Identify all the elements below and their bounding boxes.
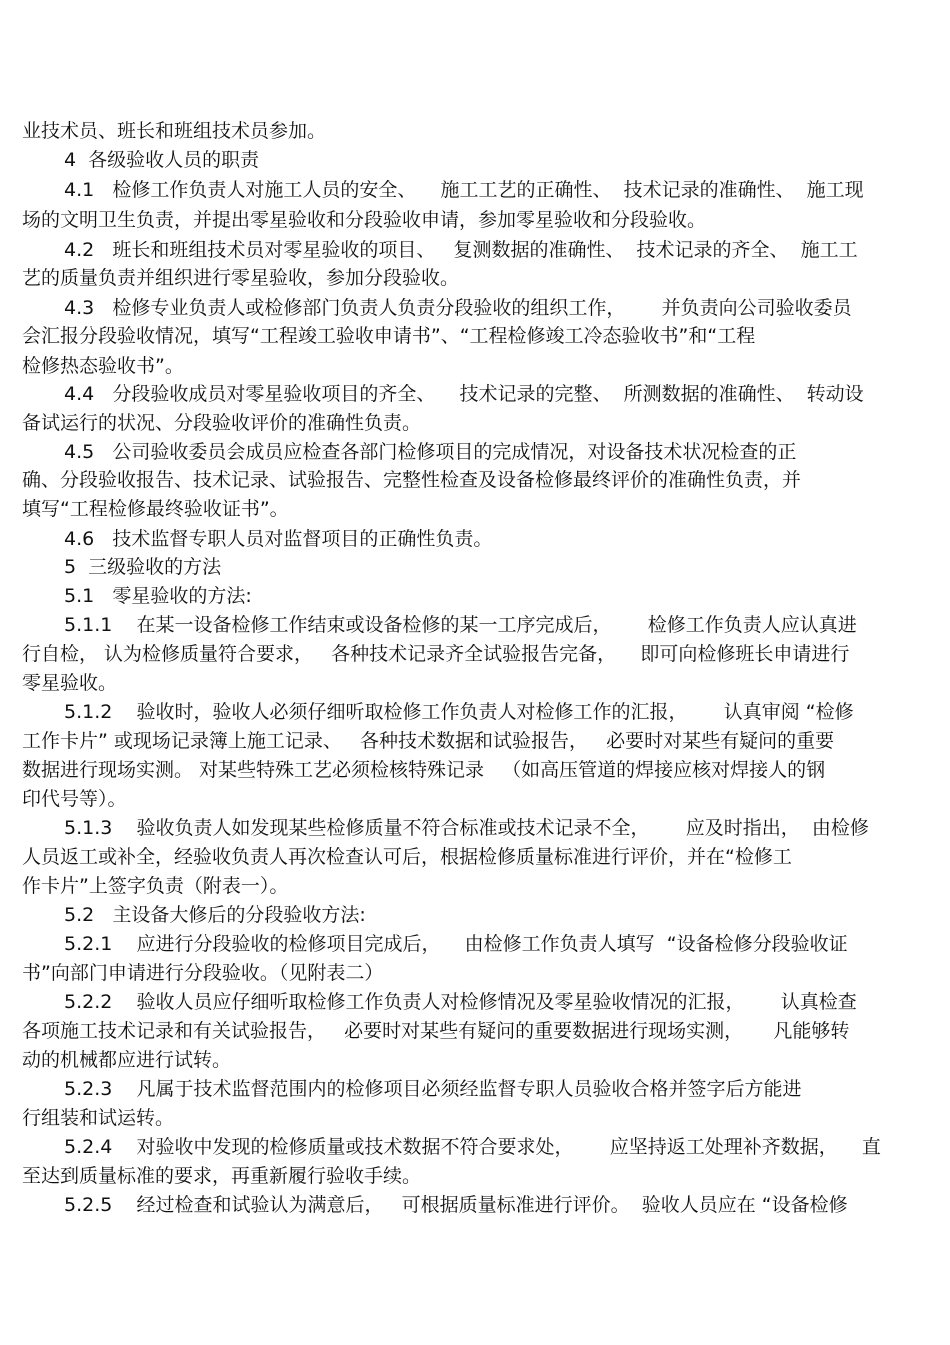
body-text-line: 4.4 分段验收成员对零星验收项目的齐全、 技术记录的完整、 所测数据的准确性、 转动设: [64, 383, 864, 405]
body-text-line: 业技术员、班长和班组技术员参加。: [22, 120, 327, 142]
body-text-line: 会汇报分段验收情况，填写“工程竣工验收申请书”、“工程检修竣工冷态验收书”和“工程: [22, 325, 756, 347]
body-text-line: 印代号等）。: [22, 788, 127, 810]
body-text-line: 备试运行的状况、分段验收评价的准确性负责。: [22, 412, 422, 434]
body-text-line: 各项施工技术记录和有关试验报告， 必要时对某些有疑问的重要数据进行现场实测， 凡能够转: [22, 1020, 850, 1042]
body-text-line: 数据进行现场实测。 对某些特殊工艺必须检核特殊记录 （如高压管道的焊接应核对焊接人的钢: [22, 759, 826, 781]
body-text-line: 书”向部门申请进行分段验收。（见附表二）: [22, 962, 384, 984]
body-text-line: 5.2.1 应进行分段验收的检修项目完成后， 由检修工作负责人填写 “设备检修分段验收证: [64, 933, 848, 955]
body-text-line: 零星验收。: [22, 672, 118, 694]
body-text-line: 动的机械都应进行试转。: [22, 1049, 232, 1071]
body-text-line: 4.3 检修专业负责人或检修部门负责人负责分段验收的组织工作， 并负责向公司验收委员: [64, 297, 852, 319]
body-text-line: 4.6 技术监督专职人员对监督项目的正确性负责。: [64, 528, 493, 550]
body-text-line: 5.2.2 验收人员应仔细听取检修工作负责人对检修情况及零星验收情况的汇报， 认真检查: [64, 991, 857, 1013]
body-text-line: 行组装和试运转。: [22, 1107, 175, 1129]
body-text-line: 5.1.2 验收时，验收人必须仔细听取检修工作负责人对检修工作的汇报， 认真审阅 “检修: [64, 701, 854, 723]
body-text-line: 行自检， 认为检修质量符合要求， 各种技术记录齐全试验报告完备， 即可向检修班长申请进行: [22, 643, 850, 665]
subsection-heading: 5.2 主设备大修后的分段验收方法:: [64, 904, 366, 926]
body-text-line: 4.2 班长和班组技术员对零星验收的项目、 复测数据的准确性、 技术记录的齐全、 施工工: [64, 239, 858, 261]
section-heading: 4 各级验收人员的职责: [64, 149, 260, 171]
body-text-line: 工作卡片” 或现场记录簿上施工记录、 各种技术数据和试验报告， 必要时对某些有疑问的重要: [22, 730, 835, 752]
body-text-line: 4.1 检修工作负责人对施工人员的安全、 施工工艺的正确性、 技术记录的准确性、 施工现: [64, 179, 864, 201]
body-text-line: 至达到质量标准的要求，再重新履行验收手续。: [22, 1165, 422, 1187]
body-text-line: 5.1.3 验收负责人如发现某些检修质量不符合标准或技术记录不全， 应及时指出， 由检修: [64, 817, 869, 839]
body-text-line: 作卡片”上签字负责（附表一）。: [22, 875, 289, 897]
body-text-line: 艺的质量负责并组织进行零星验收，参加分段验收。: [22, 267, 460, 289]
body-text-line: 检修热态验收书”。: [22, 355, 184, 377]
body-text-line: 填写“工程检修最终验收证书”。: [22, 498, 289, 520]
section-heading: 5 三级验收的方法: [64, 556, 222, 578]
body-text-line: 人员返工或补全，经验收负责人再次检查认可后，根据检修质量标准进行评价，并在“检修工: [22, 846, 792, 868]
subsection-heading: 5.1 零星验收的方法:: [64, 585, 252, 607]
body-text-line: 4.5 公司验收委员会成员应检查各部门检修项目的完成情况，对设备技术状况检查的正: [64, 441, 797, 463]
body-text-line: 5.1.1 在某一设备检修工作结束或设备检修的某一工序完成后， 检修工作负责人应认真进: [64, 614, 857, 636]
body-text-line: 5.2.4 对验收中发现的检修质量或技术数据不符合要求处， 应坚持返工处理补齐数据， 直: [64, 1136, 881, 1158]
body-text-line: 5.2.3 凡属于技术监督范围内的检修项目必须经监督专职人员验收合格并签字后方能进: [64, 1078, 802, 1100]
body-text-line: 确、分段验收报告、技术记录、试验报告、完整性检查及设备检修最终评价的准确性负责，并: [22, 469, 802, 491]
body-text-line: 场的文明卫生负责，并提出零星验收和分段验收申请，参加零星验收和分段验收。: [22, 209, 707, 231]
body-text-line: 5.2.5 经过检查和试验认为满意后， 可根据质量标准进行评价。 验收人员应在 “设备检修: [64, 1194, 848, 1216]
